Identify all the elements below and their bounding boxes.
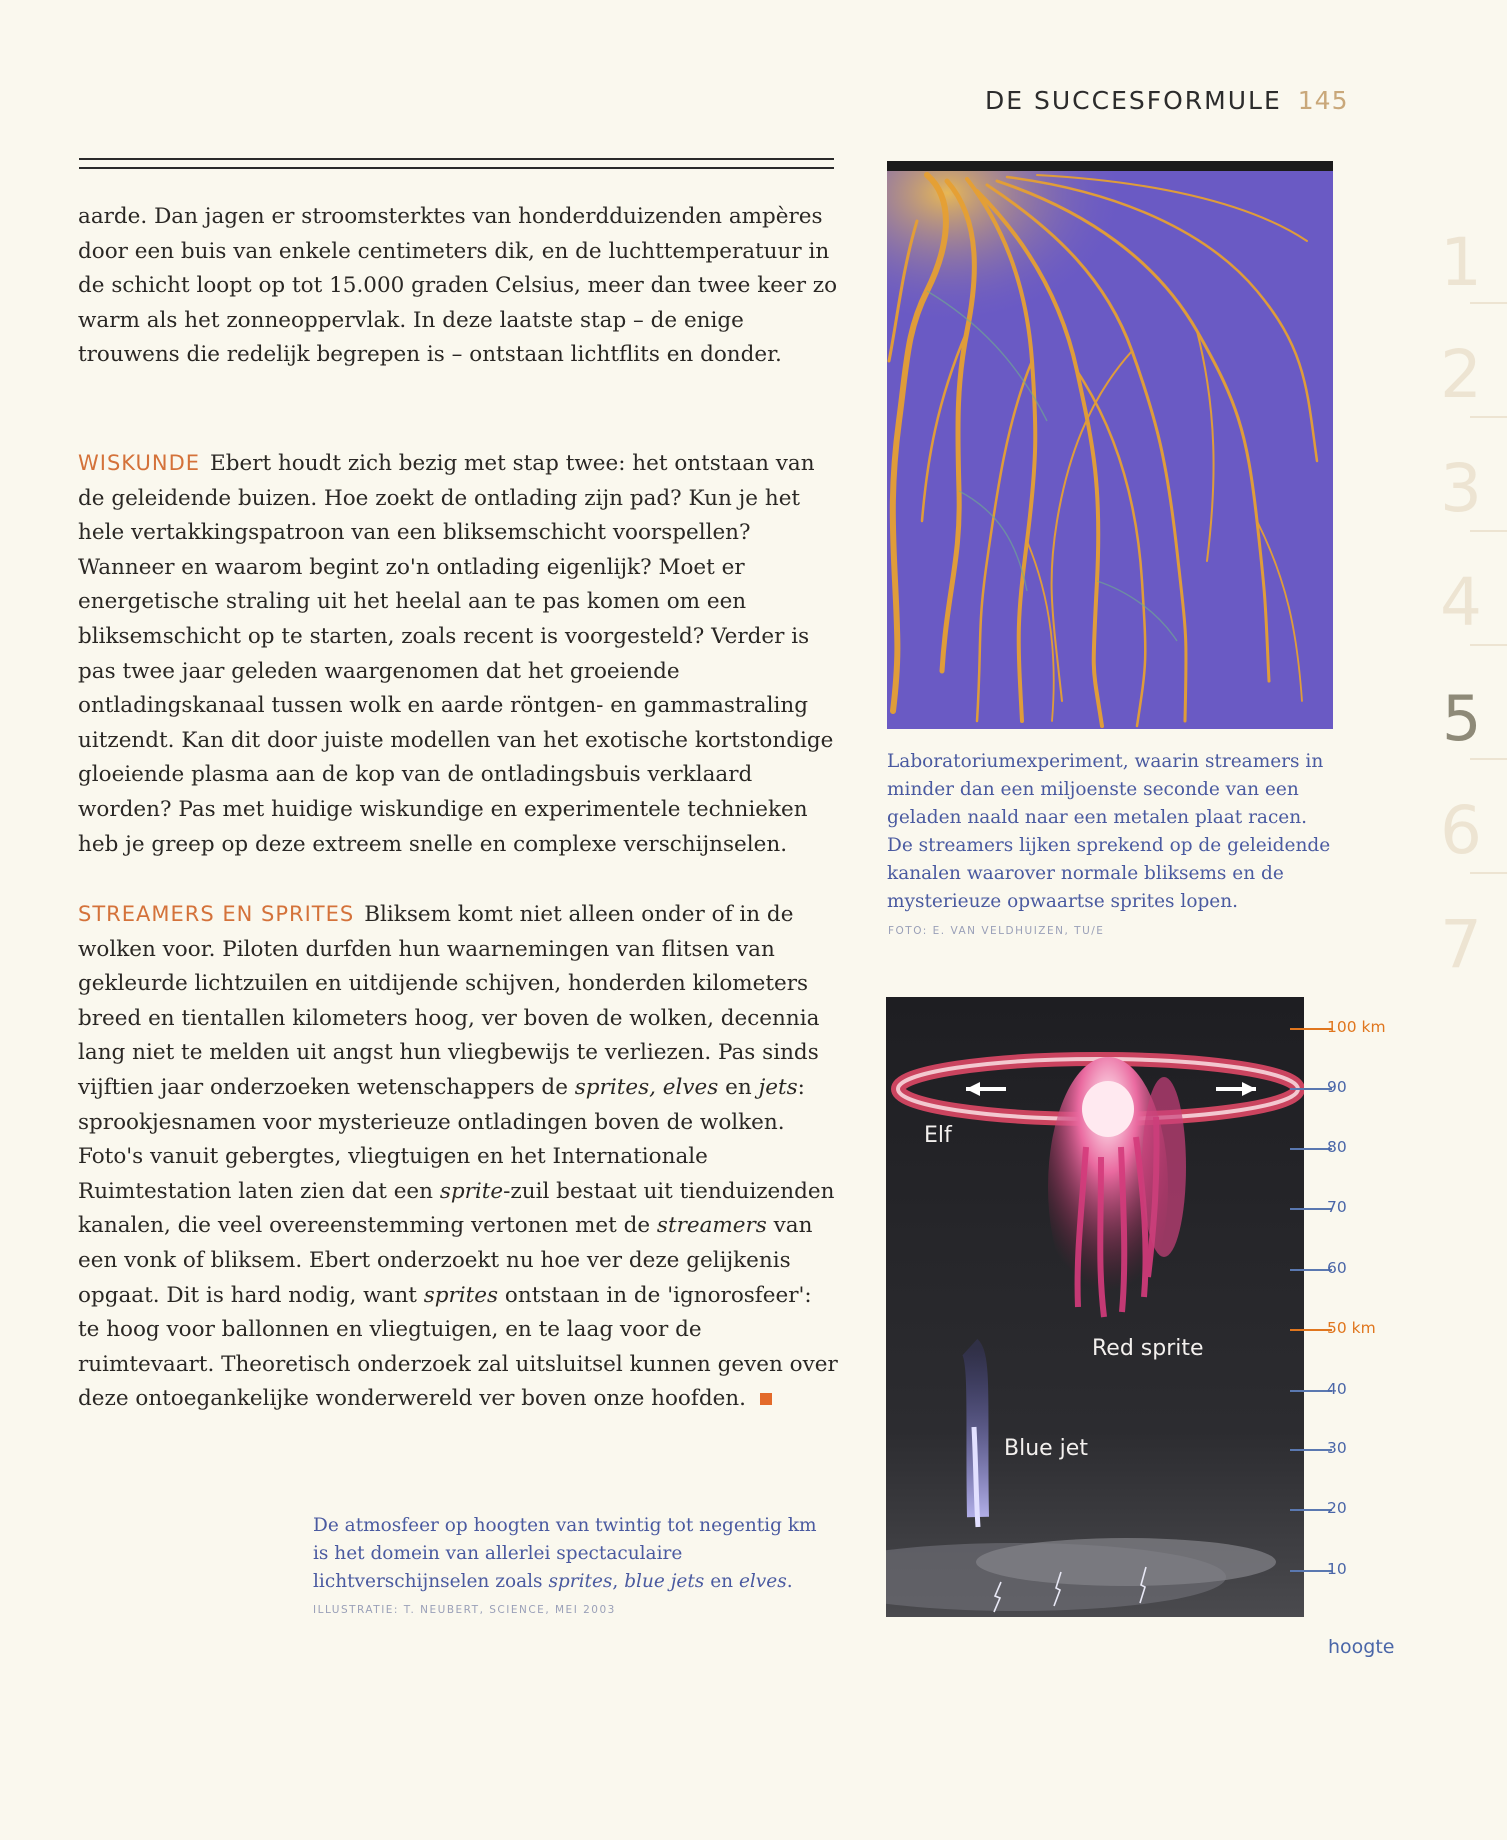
- chapter-4: 4: [1440, 564, 1482, 641]
- scale-tick: [1290, 1148, 1332, 1150]
- scale-tick: [1290, 1570, 1332, 1572]
- header-rule-bottom: [79, 167, 834, 169]
- scale-label-100: 100 km: [1327, 1018, 1386, 1036]
- chapter-7: 7: [1440, 906, 1482, 983]
- chapter-divider: [1470, 416, 1507, 418]
- body-part: : sprookjesnamen voor mysterieuze ontladingen boven de wolken. Foto's vanuit gebergtes, vliegtuigen en het Internationale Ruimtestation laten zien dat een: [78, 1074, 805, 1204]
- atmosphere-illustration: [886, 997, 1304, 1617]
- scale-tick: [1290, 1449, 1332, 1451]
- italic-sprites: sprites: [423, 1282, 499, 1308]
- photo-top-bar: [887, 161, 1333, 171]
- chapter-divider: [1470, 302, 1507, 304]
- scale-label-50: 50 km: [1327, 1319, 1376, 1337]
- scale-tick: [1290, 1390, 1332, 1392]
- scale-tick: [1290, 1509, 1332, 1511]
- section-lead-streamers: STREAMERS EN SPRITES: [78, 902, 355, 926]
- article-section-streamers: [78, 897, 838, 1417]
- label-blue-jet: Blue jet: [1004, 1436, 1088, 1461]
- figure2-caption: [313, 1512, 833, 1596]
- streamer-photo: [887, 161, 1333, 729]
- chapter-divider: [1470, 530, 1507, 532]
- chapter-5-active: 5: [1442, 682, 1482, 755]
- scale-tick: [1290, 1269, 1332, 1271]
- scale-tick: [1290, 1028, 1332, 1030]
- italic-sprites: sprites,: [574, 1074, 656, 1100]
- scale-tick: [1290, 1329, 1332, 1331]
- article-section-wiskunde: [78, 446, 838, 862]
- scale-axis-label: hoogte: [1328, 1636, 1395, 1658]
- label-red-sprite: Red sprite: [1092, 1336, 1204, 1361]
- scale-label-80: 80: [1327, 1138, 1347, 1156]
- body-part: van een vonk of bliksem. Ebert onderzoekt nu hoe ver deze gelijkenis opgaat. Dit is hard nodig, want: [78, 1213, 813, 1308]
- caption-text: en: [704, 1571, 739, 1592]
- header-rule-top: [79, 158, 834, 160]
- figure2-credit: ILLUSTRATIE: T. NEUBERT, SCIENCE, MEI 2003: [313, 1604, 616, 1616]
- caption-italic-sprites: sprites: [548, 1571, 613, 1592]
- paragraph-text: aarde. Dan jagen er stroomsterktes van honderdduizenden ampères door een buis van enkele centimeters dik, en de luchttemperatuur in de schicht loopt op tot 15.000 graden Celsius, meer dan twee keer zo warm als het zonneoppervlak. In deze laatste stap – de enige trouwens die redelijk begrepen is – ontstaan lichtflits en donder.: [78, 204, 838, 368]
- chapter-2: 2: [1440, 336, 1482, 413]
- caption-text: .: [786, 1571, 793, 1592]
- scale-label-60: 60: [1327, 1259, 1347, 1277]
- body-part: Bliksem komt niet alleen onder of in de wolken voor. Piloten durfden hun waarnemingen van flitsen van gekleurde lichtzuilen en uitdijende schijven, honderden kilometers breed en tientallen kilometers hoog, ver boven de wolken, decennia lang niet te melden uit angst hun vliegbewijs te verliezen. Pas sinds vijftien jaar onderzoeken wetenschappers de: [78, 902, 820, 1100]
- scale-label-10: 10: [1327, 1560, 1347, 1578]
- chapter-3: 3: [1440, 450, 1482, 527]
- figure1-caption: Laboratoriumexperiment, waarin streamers in minder dan een miljoenste seconde van een geladen naald naar een metalen plaat racen. De streamers lijken sprekend op de geleidende kanalen waarover normale bliksems en de mysterieuze opwaartse sprites lopen.: [887, 751, 1331, 912]
- italic-sprite: sprite: [439, 1178, 504, 1204]
- caption-italic-blue-jets: blue jets: [624, 1571, 705, 1592]
- caption-text: ,: [612, 1571, 625, 1592]
- running-header: [985, 86, 1349, 115]
- italic-elves: elves: [662, 1074, 719, 1100]
- chapter-divider: [1470, 758, 1507, 760]
- scale-label-30: 30: [1327, 1439, 1347, 1457]
- chapter-6: 6: [1440, 792, 1482, 869]
- scale-label-20: 20: [1327, 1499, 1347, 1517]
- body-part: -zuil bestaat uit tienduizenden kanalen, die veel overeenstemming vertonen met de: [78, 1178, 835, 1239]
- caption-italic-elves: elves: [738, 1571, 787, 1592]
- altitude-scale: [1290, 990, 1410, 1670]
- label-elf: Elf: [924, 1123, 952, 1148]
- chapter-divider: [1470, 644, 1507, 646]
- page-number: 145: [1297, 86, 1349, 115]
- chapter-nav: [1420, 224, 1507, 990]
- section-lead-wiskunde: WISKUNDE: [78, 451, 201, 475]
- scale-tick: [1290, 1088, 1332, 1090]
- section-title: DE SUCCESFORMULE: [985, 86, 1282, 115]
- scale-label-70: 70: [1327, 1198, 1347, 1216]
- sprites-jets-elves-drawing: [886, 997, 1304, 1617]
- body-part: ontstaan in de 'ignorosfeer': te hoog voor ballonnen en vliegtuigen, en te laag voor de ruimtevaart. Theoretisch onderzoek zal uitsluitsel kunnen geven over deze ontoegankelijke wonderwereld ver boven onze hoofden.: [78, 1282, 838, 1412]
- italic-streamers: streamers: [656, 1213, 767, 1239]
- body-part: en: [718, 1074, 759, 1100]
- streamer-branches-illustration: [887, 161, 1333, 729]
- scale-label-40: 40: [1327, 1380, 1347, 1398]
- article-paragraph-1: [78, 200, 838, 373]
- figure1-credit: FOTO: E. VAN VELDHUIZEN, TU/E: [888, 925, 1105, 937]
- scale-tick: [1290, 1208, 1332, 1210]
- chapter-divider: [1470, 872, 1507, 874]
- section-body-wiskunde: Ebert houdt zich bezig met stap twee: het ontstaan van de geleidende buizen. Hoe zoekt de ontlading zijn pad? Kun je het hele vertakkingspatroon van een bliksemschicht voorspellen? Wanneer en waarom begint zo'n ontlading eigenlijk? Moet er energetische straling uit het heelal aan te pas komen om een bliksemschicht op te starten, zoals recent is voorgesteld? Verder is pas twee jaar geleden waargenomen dat het groeiende ontladingskanaal tussen wolk en aarde röntgen- en gammastraling uitzendt. Kan dit door juiste modellen van het exotische kortstondige gloeiende plasma aan de kop van de ontladingsbuis verklaard worden? Pas met huidige wiskundige en experimentele technieken heb je greep op deze extreem snelle en complexe verschijnselen.: [78, 451, 834, 857]
- end-mark-icon: [760, 1393, 772, 1405]
- chapter-1: 1: [1440, 224, 1482, 301]
- italic-jets: jets: [758, 1074, 798, 1100]
- caption-text: De atmosfeer op hoogten van twintig tot negentig km is het domein van allerlei spectaculaire lichtverschijnselen zoals: [313, 1515, 817, 1592]
- scale-label-90: 90: [1327, 1078, 1347, 1096]
